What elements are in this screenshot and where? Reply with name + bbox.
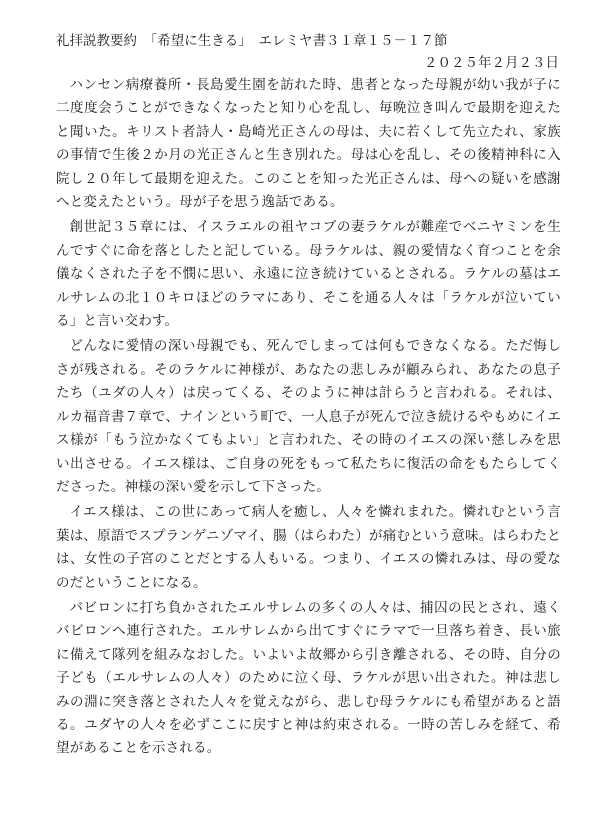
paragraph-5: バビロンに打ち負かされたエルサレムの多くの人々は、捕囚の民とされ、遠くバビロンへ連行された。エルサレムから出てすぐにラマで一旦落ち着き、長い旅に備えて隊列を組みなおした。いよいよ故郷から引き離される、その時、自分の子ども（エルサレムの人々）のために泣く母、ラケルが思い出された。神は悲しみの淵に突き落とされた人々を覚えながら、悲しむ母ラケルにも希望があると語る。ユダヤの人々を必ずここに戻すと神は約束される。一時の苦しみを経て、希望があることを示される。 [56, 599, 561, 757]
paragraph-4: イエス様は、この世にあって病人を癒し、人々を憐れまれた。憐れむという言葉は、原語でスプランゲニゾマイ、腸（はらわた）が痛むという意味。はらわたとは、女性の子宮のことだとする人もいる。つまり、イエスの憐れみは、母の愛なのだということになる。 [56, 504, 561, 591]
sermon-title: 礼拝説教要約 「希望に生きる」 エレミヤ書３１章１５－１７節 [56, 33, 448, 49]
sermon-date: ２０２５年２月２３日 [424, 55, 559, 71]
paragraph-1: ハンセン病療養所・長島愛生園を訪れた時、患者となった母親が幼い我が子に二度度会うことができなくなったと知り心を乱し、毎晩泣き叫んで最期を迎えたと聞いた。キリスト者詩人・島崎光正さんの母は、夫に若くして先立たれ、家族の事情で生後２か月の光正さんと生き別れた。母は心を乱し、その後精神科に入院し２０年して最期を迎えた。このことを知った光正さんは、母への疑いを感謝へと変えたという。母が子を思う逸話である。 [56, 77, 561, 211]
paragraph-2: 創世記３５章には、イスラエルの祖ヤコブの妻ラケルが難産でベニヤミンを生んですぐに命を落としたと記している。母ラケルは、親の愛情なく育つことを余儀なくされた子を不憫に思い、永遠に泣き続けているとされる。ラケルの墓はエルサレムの北１０キロほどのラマにあり、そこを通る人々は「ラケルが泣いている」と言い交わす。 [56, 219, 561, 330]
paragraph-3: どんなに愛情の深い母親でも、死んでしまっては何もできなくなる。ただ悔しさが残される。そのラケルに神様が、あなたの悲しみが顧みられ、あなたの息子たち（ユダの人々）は戻ってくる、そのように神は計らうと言われる。それは、ルカ福音書７章で、ナインという町で、一人息子が死んで泣き続けるやもめにイエス様が「もう泣かなくてもよい」と言われた、その時のイエスの深い慈しみを思い出させる。イエス様は、ご自身の死をもって私たちに復活の命をもたらしてくださった。神様の深い愛を示して下さった。 [56, 338, 561, 495]
